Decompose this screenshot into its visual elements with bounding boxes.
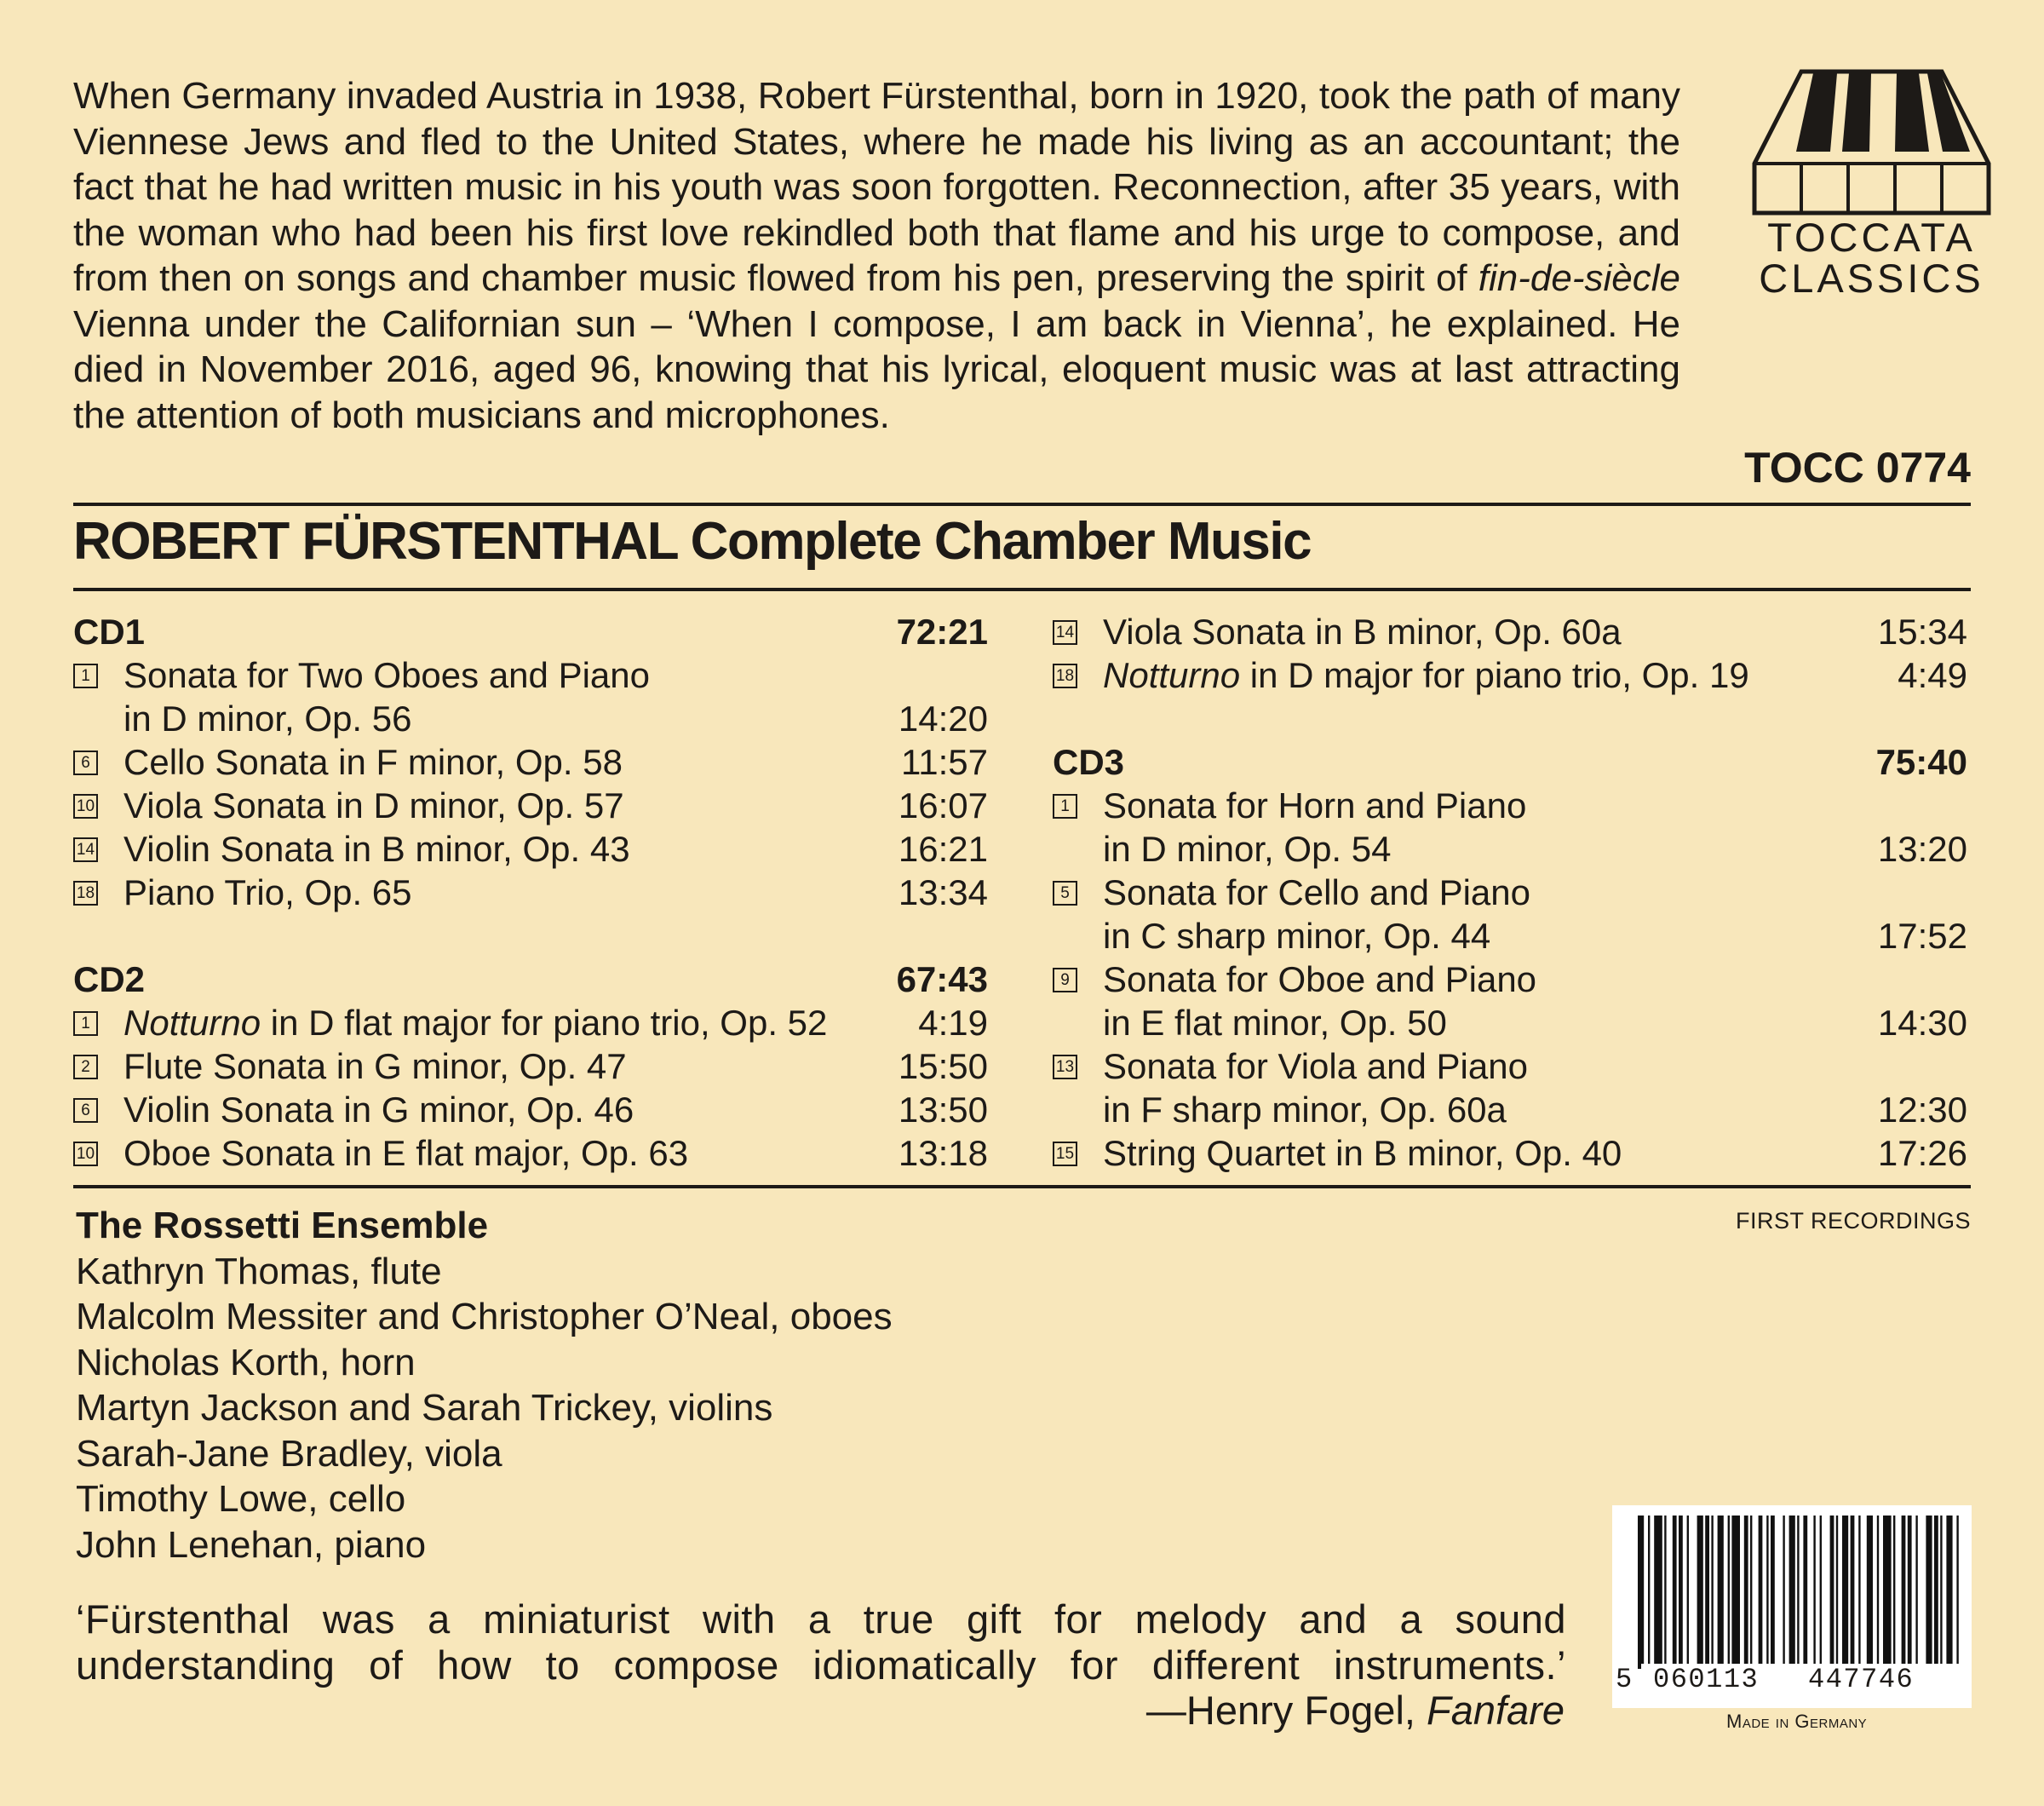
barcode-digits-left: 060113 — [1653, 1664, 1760, 1695]
barcode-bar — [1867, 1516, 1873, 1669]
track-number: 14 — [1053, 620, 1077, 645]
track-duration: 4:19 — [918, 1003, 988, 1043]
track-number: 14 — [73, 837, 98, 862]
barcode-bar — [1836, 1516, 1838, 1669]
quote-attribution — [1146, 1688, 1565, 1734]
barcode-bar — [1820, 1516, 1822, 1669]
track-title: Flute Sonata in G minor, Op. 47 — [123, 1046, 627, 1086]
track-title-rest: in D major for piano trio, Op. 19 — [1240, 655, 1749, 695]
catalogue-number: TOCC 0774 — [1744, 444, 1971, 492]
track-title: Sonata for Viola and Piano — [1103, 1046, 1528, 1086]
track-item — [73, 1131, 988, 1175]
track-number: 1 — [73, 664, 98, 688]
intro-text-end: Vienna under the Californian sun – ‘When I compose, I am back in Vienna’, he explained. He died in November 2016, aged 96, knowing that his lyrical, eloquent music was at last attracting the attention of both musicians and microphones. — [73, 302, 1680, 436]
barcode-bar — [1934, 1516, 1938, 1669]
track-duration: 16:21 — [898, 829, 988, 869]
barcode-bar — [1654, 1516, 1662, 1669]
cd3-block — [1053, 740, 1967, 1175]
track-title: Viola Sonata in D minor, Op. 57 — [123, 785, 624, 825]
track-title: Violin Sonata in G minor, Op. 46 — [123, 1090, 634, 1130]
press-quote — [76, 1596, 1566, 1688]
quote-line: understanding of how to compose idiomatically for different instruments.’ — [76, 1642, 1566, 1688]
cd1-block — [73, 610, 988, 914]
track-item — [1053, 871, 1967, 958]
track-title — [1103, 653, 1749, 697]
track-title: String Quartet in B minor, Op. 40 — [1103, 1133, 1622, 1173]
track-duration: 4:49 — [1898, 655, 1967, 695]
barcode-bar — [1718, 1516, 1724, 1669]
track-item — [73, 1088, 988, 1131]
cd-header — [73, 958, 988, 1001]
logo-text-toccata: TOCCATA — [1767, 215, 1976, 260]
track-title-cont: in C sharp minor, Op. 44 — [1103, 916, 1491, 956]
barcode-bar — [1830, 1516, 1834, 1669]
performer: Kathryn Thomas, flute — [76, 1250, 442, 1292]
track-title: Sonata for Horn and Piano — [1103, 785, 1527, 825]
barcode-bar — [1803, 1516, 1807, 1669]
track-number: 1 — [1053, 794, 1077, 819]
track-number: 6 — [73, 1098, 98, 1123]
barcode-digit-lead: 5 — [1616, 1664, 1633, 1695]
barcode-bar — [1877, 1516, 1879, 1669]
track-duration: 12:30 — [1877, 1090, 1967, 1130]
track-title: Sonata for Cello and Piano — [1103, 872, 1531, 912]
track-item — [1053, 1044, 1967, 1131]
first-recordings-label: FIRST RECORDINGS — [1735, 1208, 1971, 1234]
barcode-bar — [1673, 1516, 1677, 1669]
barcode-bar — [1744, 1516, 1748, 1669]
track-title: Piano Trio, Op. 65 — [123, 872, 412, 912]
toccata-logo — [1750, 68, 1993, 299]
barcode-bar — [1705, 1516, 1709, 1669]
track-duration: 14:30 — [1877, 1003, 1967, 1043]
barcode-bar — [1750, 1516, 1752, 1669]
track-item — [73, 740, 988, 784]
track-title-cont: in E flat minor, Op. 50 — [1103, 1003, 1447, 1043]
quote-publication: Fanfare — [1427, 1688, 1565, 1733]
track-number: 5 — [1053, 881, 1077, 906]
track-title-italic: Notturno — [1103, 655, 1241, 695]
barcode-bar — [1789, 1516, 1795, 1669]
barcode — [1612, 1505, 1972, 1708]
track-duration: 17:52 — [1877, 916, 1967, 956]
track-title — [123, 1001, 827, 1044]
performer: Timothy Lowe, cello — [76, 1478, 406, 1520]
barcode-bar — [1908, 1516, 1912, 1669]
performer: John Lenehan, piano — [76, 1523, 427, 1566]
track-number: 9 — [1053, 968, 1077, 992]
track-title-cont: in D minor, Op. 56 — [123, 699, 412, 739]
track-title: Cello Sonata in F minor, Op. 58 — [123, 742, 623, 782]
track-item — [73, 871, 988, 914]
performer: Sarah-Jane Bradley, viola — [76, 1432, 502, 1475]
cd-header — [73, 610, 988, 653]
track-item — [73, 784, 988, 827]
barcode-bar — [1902, 1516, 1906, 1669]
track-duration: 15:34 — [1877, 612, 1967, 652]
track-number: 13 — [1053, 1055, 1077, 1079]
track-duration: 14:20 — [898, 699, 988, 739]
barcode-bar — [1813, 1516, 1815, 1669]
barcode-bar — [1728, 1516, 1730, 1669]
divider — [73, 588, 1971, 591]
quote-author: —Henry Fogel, — [1145, 1688, 1427, 1733]
barcode-bar — [1883, 1516, 1892, 1669]
performer: Nicholas Korth, horn — [76, 1341, 416, 1383]
barcode-bar — [1697, 1516, 1703, 1669]
track-item — [73, 653, 988, 740]
track-item — [1053, 784, 1967, 871]
barcode-bar — [1797, 1516, 1799, 1669]
tracklist-right-column — [1053, 610, 1967, 1218]
track-title-italic: Notturno — [123, 1003, 261, 1043]
track-item — [1053, 958, 1967, 1044]
cd-header — [1053, 740, 1967, 784]
track-title: Sonata for Two Oboes and Piano — [123, 655, 650, 695]
track-title: Sonata for Oboe and Piano — [1103, 959, 1537, 999]
intro-text: When Germany invaded Austria in 1938, Robert Fürstenthal, born in 1920, took the path of many Viennese Jews and fled to the United States, where he made his living as an accountant; the fact that he had written music in his youth was soon forgotten. Reconnection, after 35 years, with the woman who had been his first love rekindled both that flame and his urge to compose, and from then on songs and chamber music flowed from his pen, preserving the spirit of — [73, 75, 1680, 299]
intro-italic: fin-de-siècle — [1478, 257, 1680, 299]
track-item — [1053, 1131, 1967, 1175]
track-number: 10 — [73, 1142, 98, 1166]
barcode-bar — [1858, 1516, 1860, 1669]
track-title: Oboe Sonata in E flat major, Op. 63 — [123, 1133, 689, 1173]
barcode-bar — [1687, 1516, 1689, 1669]
barcode-bar — [1851, 1516, 1855, 1669]
track-item — [73, 1044, 988, 1088]
made-in-label: Made in Germany — [1726, 1711, 1868, 1732]
barcode-bar — [1915, 1516, 1917, 1669]
performer: Martyn Jackson and Sarah Trickey, violins — [76, 1387, 773, 1429]
barcode-digits-right: 447746 — [1808, 1664, 1915, 1695]
track-item — [1053, 653, 1967, 697]
barcode-bar — [1956, 1516, 1958, 1669]
cd-total-time: 67:43 — [896, 959, 988, 999]
cd-label: CD3 — [1053, 742, 1125, 782]
cd2-block — [73, 958, 988, 1175]
barcode-bar — [1893, 1516, 1895, 1669]
cd-total-time: 75:40 — [1875, 742, 1967, 782]
track-item — [73, 1001, 988, 1044]
barcode-bar — [1731, 1516, 1740, 1669]
barcode-bar — [1679, 1516, 1683, 1669]
barcode-bar — [1946, 1516, 1952, 1669]
barcode-bar — [1771, 1516, 1775, 1669]
divider — [73, 503, 1971, 506]
track-title-cont: in D minor, Op. 54 — [1103, 829, 1392, 869]
track-duration: 13:18 — [898, 1133, 988, 1173]
track-number: 6 — [73, 751, 98, 775]
piano-keys-icon — [1750, 68, 1993, 217]
barcode-bar — [1648, 1516, 1650, 1669]
track-duration: 17:26 — [1877, 1133, 1967, 1173]
track-number: 18 — [1053, 664, 1077, 688]
divider — [73, 1185, 1971, 1188]
track-item — [73, 827, 988, 871]
cd-total-time: 72:21 — [896, 612, 988, 652]
barcode-bar — [1940, 1516, 1942, 1669]
barcode-bar — [1759, 1516, 1763, 1669]
track-title-rest: in D flat major for piano trio, Op. 52 — [261, 1003, 828, 1043]
track-number: 10 — [73, 794, 98, 819]
barcode-bar — [1842, 1516, 1848, 1669]
track-number: 1 — [73, 1011, 98, 1036]
track-number: 2 — [73, 1055, 98, 1079]
track-title-cont: in F sharp minor, Op. 60a — [1103, 1090, 1507, 1130]
track-title: Violin Sonata in B minor, Op. 43 — [123, 829, 630, 869]
track-duration: 11:57 — [901, 742, 988, 782]
performer: Malcolm Messiter and Christopher O’Neal, oboes — [76, 1296, 893, 1337]
track-number: 18 — [73, 881, 98, 906]
cd-label: CD2 — [73, 959, 146, 999]
track-duration: 16:07 — [898, 785, 988, 825]
track-duration: 15:50 — [898, 1046, 988, 1086]
track-duration: 13:50 — [898, 1090, 988, 1130]
track-title: Viola Sonata in B minor, Op. 60a — [1103, 612, 1622, 652]
track-item — [1053, 610, 1967, 653]
intro-paragraph — [73, 73, 1680, 438]
track-duration: 13:20 — [1877, 829, 1967, 869]
quote-line: ‘Fürstenthal was a miniaturist with a true gift for melody and a sound — [76, 1596, 1566, 1642]
barcode-bar — [1638, 1516, 1644, 1669]
album-title: ROBERT FÜRSTENTHAL Complete Chamber Music — [73, 512, 1312, 571]
barcode-bar — [1926, 1516, 1932, 1669]
cd-label: CD1 — [73, 612, 146, 652]
tracklist-left-column — [73, 610, 988, 1218]
barcode-bar — [1766, 1516, 1768, 1669]
track-duration: 13:34 — [898, 872, 988, 912]
barcode-bar — [1664, 1516, 1666, 1669]
performers-list — [76, 1203, 893, 1567]
barcode-bar — [1711, 1516, 1713, 1669]
ensemble-name: The Rossetti Ensemble — [76, 1205, 489, 1246]
cd2-continued-block — [1053, 610, 1967, 697]
barcode-bar — [1783, 1516, 1784, 1669]
logo-text-classics: CLASSICS — [1759, 256, 1984, 301]
track-number: 15 — [1053, 1142, 1077, 1166]
